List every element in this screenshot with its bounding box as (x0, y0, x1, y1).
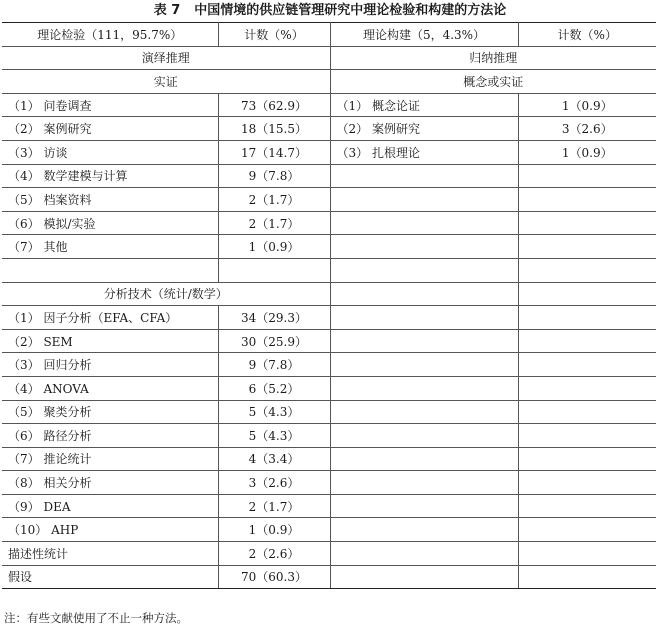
method-label: （4） 数学建模与计算 (2, 164, 218, 188)
technique-label: （10） AHP (2, 518, 218, 542)
method-label: （3） 访谈 (2, 140, 218, 164)
table-row (2, 211, 656, 235)
empty-cell (330, 258, 518, 282)
method-count: 9（7.8） (218, 164, 330, 188)
empty-cell (330, 235, 518, 259)
table-caption (0, 2, 660, 20)
empty-cell (330, 565, 518, 589)
empty-cell (218, 258, 330, 282)
technique-count: 30（25.9） (218, 329, 330, 353)
technique-count: 4（3.4） (218, 447, 330, 471)
technique-label: （7） 推论统计 (2, 447, 218, 471)
empty-cell (2, 258, 218, 282)
empty-cell (330, 306, 518, 330)
empty-cell (330, 542, 518, 566)
table-row (2, 494, 656, 518)
technique-count: 9（7.8） (218, 353, 330, 377)
section-empirical: 实证 (2, 70, 330, 94)
section-row-empirical (2, 70, 656, 94)
header-count-left: 计数（%） (218, 23, 330, 47)
empty-cell (518, 282, 656, 306)
technique-count: 2（1.7） (218, 494, 330, 518)
technique-label: （1） 因子分析（EFA、CFA） (2, 306, 218, 330)
table-row (2, 565, 656, 589)
empty-cell (518, 188, 656, 212)
technique-label: （9） DEA (2, 494, 218, 518)
spacer-row (2, 258, 656, 282)
empty-cell (518, 542, 656, 566)
empty-cell (330, 471, 518, 495)
empty-cell (518, 494, 656, 518)
empty-cell (518, 353, 656, 377)
method-count: 2（1.7） (218, 211, 330, 235)
empty-cell (330, 164, 518, 188)
method-label: （2） 案例研究 (2, 117, 218, 141)
method-count: 3（2.6） (518, 117, 656, 141)
method-label: （3） 扎根理论 (330, 140, 518, 164)
section-inductive: 归纳推理 (330, 46, 656, 70)
table-row (2, 164, 656, 188)
technique-label: （8） 相关分析 (2, 471, 218, 495)
method-count: 18（15.5） (218, 117, 330, 141)
empty-cell (518, 211, 656, 235)
section-row-reasoning (2, 46, 656, 70)
technique-count: 34（29.3） (218, 306, 330, 330)
table-row (2, 235, 656, 259)
section-row-analysis (2, 282, 656, 306)
table-row (2, 188, 656, 212)
technique-label: 假设 (2, 565, 218, 589)
header-count-right: 计数（%） (518, 23, 656, 47)
method-label: （1） 问卷调查 (2, 93, 218, 117)
empty-cell (330, 282, 518, 306)
section-analysis-techniques: 分析技术（统计/数学） (2, 282, 330, 306)
empty-cell (518, 235, 656, 259)
empty-cell (518, 400, 656, 424)
method-label: （2） 案例研究 (330, 117, 518, 141)
table-row (2, 424, 656, 448)
header-theory-testing: 理论检验（111，95.7%） (2, 23, 218, 47)
empty-cell (330, 494, 518, 518)
empty-cell (518, 329, 656, 353)
table-row (2, 306, 656, 330)
technique-label: （2） SEM (2, 329, 218, 353)
table-number: 表 7 (153, 3, 181, 18)
table-row (2, 93, 656, 117)
empty-cell (518, 518, 656, 542)
table-row (2, 471, 656, 495)
table-row (2, 329, 656, 353)
empty-cell (518, 376, 656, 400)
table-row (2, 117, 656, 141)
method-label: （1） 概念论证 (330, 93, 518, 117)
empty-cell (518, 306, 656, 330)
empty-cell (330, 518, 518, 542)
empty-cell (518, 471, 656, 495)
method-count: 1（0.9） (518, 93, 656, 117)
table-row (2, 400, 656, 424)
empty-cell (518, 565, 656, 589)
empty-cell (330, 424, 518, 448)
table-row (2, 376, 656, 400)
section-deductive: 演绎推理 (2, 46, 330, 70)
technique-label: （3） 回归分析 (2, 353, 218, 377)
table-row (2, 518, 656, 542)
method-count: 73（62.9） (218, 93, 330, 117)
technique-count: 2（2.6） (218, 542, 330, 566)
technique-count: 1（0.9） (218, 518, 330, 542)
header-row (2, 23, 656, 47)
technique-count: 6（5.2） (218, 376, 330, 400)
technique-label: （4） ANOVA (2, 376, 218, 400)
section-conceptual-or-empirical: 概念或实证 (330, 70, 656, 94)
table-title: 中国情境的供应链管理研究中理论检验和构建的方法论 (194, 3, 507, 18)
empty-cell (518, 164, 656, 188)
technique-label: 描述性统计 (2, 542, 218, 566)
technique-count: 3（2.6） (218, 471, 330, 495)
methodology-table (2, 22, 656, 589)
table-note: 注：有些文献使用了不止一种方法。 (4, 611, 188, 625)
empty-cell (518, 258, 656, 282)
method-count: 17（14.7） (218, 140, 330, 164)
empty-cell (518, 424, 656, 448)
method-label: （7） 其他 (2, 235, 218, 259)
empty-cell (518, 447, 656, 471)
empty-cell (330, 188, 518, 212)
table-row (2, 353, 656, 377)
table-row (2, 542, 656, 566)
header-theory-building: 理论构建（5，4.3%） (330, 23, 518, 47)
table-row (2, 447, 656, 471)
technique-count: 5（4.3） (218, 424, 330, 448)
table-row (2, 140, 656, 164)
empty-cell (330, 447, 518, 471)
empty-cell (330, 329, 518, 353)
method-count: 1（0.9） (518, 140, 656, 164)
method-label: （6） 模拟/实验 (2, 211, 218, 235)
method-label: （5） 档案资料 (2, 188, 218, 212)
empty-cell (330, 400, 518, 424)
empty-cell (330, 376, 518, 400)
technique-count: 70（60.3） (218, 565, 330, 589)
technique-count: 5（4.3） (218, 400, 330, 424)
technique-label: （5） 聚类分析 (2, 400, 218, 424)
technique-label: （6） 路径分析 (2, 424, 218, 448)
method-count: 2（1.7） (218, 188, 330, 212)
method-count: 1（0.9） (218, 235, 330, 259)
empty-cell (330, 211, 518, 235)
empty-cell (330, 353, 518, 377)
